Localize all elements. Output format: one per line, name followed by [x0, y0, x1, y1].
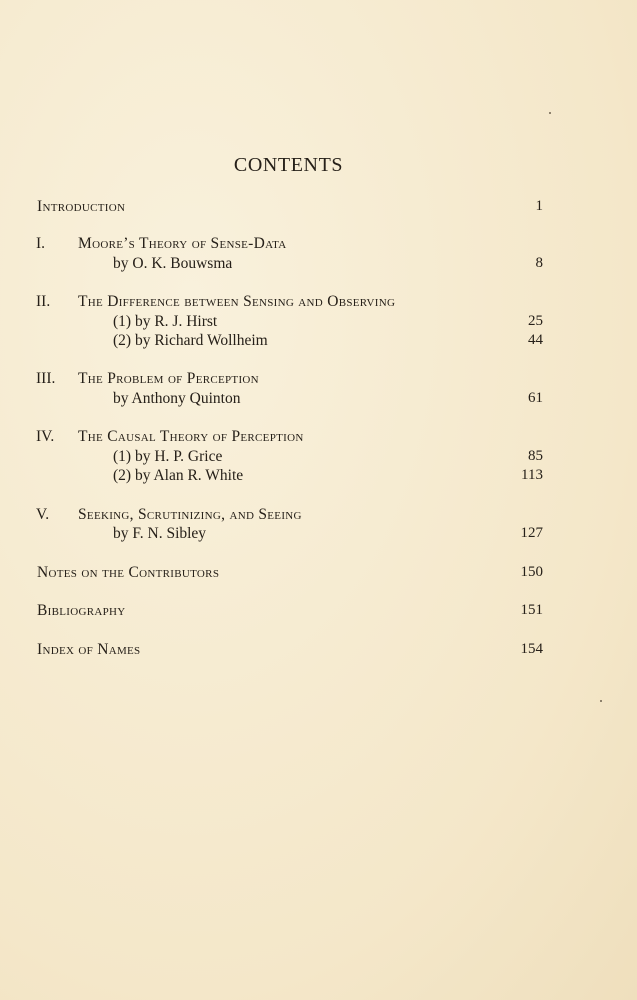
- chapter-title: Moore’s Theory of Sense-Data: [78, 235, 287, 252]
- page-number: 1: [535, 198, 543, 214]
- author-line: (1) by H. P. Grice: [113, 448, 223, 465]
- toc-chapter-3: [0, 370, 637, 390]
- toc-sub-entry: [0, 255, 637, 275]
- chapter-number: IV.: [36, 428, 55, 445]
- author-line: (1) by R. J. Hirst: [113, 313, 218, 330]
- author-line: by O. K. Bouwsma: [113, 255, 233, 272]
- author-line: (2) by Richard Wollheim: [113, 332, 268, 349]
- entry-label: Bibliography: [37, 602, 126, 619]
- chapter-number: I.: [36, 235, 46, 252]
- paper-speck: [549, 112, 551, 114]
- page-number: 113: [521, 467, 543, 483]
- toc-chapter-1: [0, 235, 637, 255]
- page-number: 85: [528, 448, 543, 464]
- contents-title: CONTENTS: [233, 154, 344, 176]
- paper-speck: [600, 700, 602, 702]
- toc-chapter-5: [0, 506, 637, 526]
- entry-label: Index of Names: [37, 641, 141, 658]
- chapter-number: II.: [36, 293, 51, 310]
- chapter-title: The Problem of Perception: [78, 370, 259, 387]
- toc-sub-entry: [0, 313, 637, 333]
- page-number: 151: [520, 602, 543, 618]
- toc-chapter-4: [0, 428, 637, 448]
- entry-label: Introduction: [37, 198, 126, 215]
- toc-entry-index: [0, 641, 637, 661]
- chapter-number: V.: [36, 506, 50, 523]
- author-line: (2) by Alan R. White: [113, 467, 244, 484]
- entry-label: Notes on the Contributors: [37, 564, 220, 581]
- chapter-title: The Causal Theory of Perception: [78, 428, 304, 445]
- toc-sub-entry: [0, 332, 637, 352]
- author-line: by Anthony Quinton: [113, 390, 241, 407]
- toc-sub-entry: [0, 448, 637, 468]
- page-number: 25: [528, 313, 543, 329]
- toc-chapter-2: [0, 293, 637, 313]
- toc-sub-entry: [0, 525, 637, 545]
- chapter-number: III.: [36, 370, 56, 387]
- page-number: 8: [535, 255, 543, 271]
- author-line: by F. N. Sibley: [113, 525, 207, 542]
- chapter-title: Seeking, Scrutinizing, and Seeing: [78, 506, 302, 523]
- page-number: 127: [520, 525, 543, 541]
- page-number: 44: [528, 332, 543, 348]
- toc-entry-introduction: [0, 198, 637, 218]
- toc-entry-bibliography: [0, 602, 637, 622]
- page-number: 150: [520, 564, 543, 580]
- chapter-title: The Difference between Sensing and Observing: [78, 293, 396, 310]
- toc-entry-notes: [0, 564, 637, 584]
- toc-sub-entry: [0, 467, 637, 487]
- page-number: 154: [520, 641, 543, 657]
- page-number: 61: [528, 390, 543, 406]
- toc-sub-entry: [0, 390, 637, 410]
